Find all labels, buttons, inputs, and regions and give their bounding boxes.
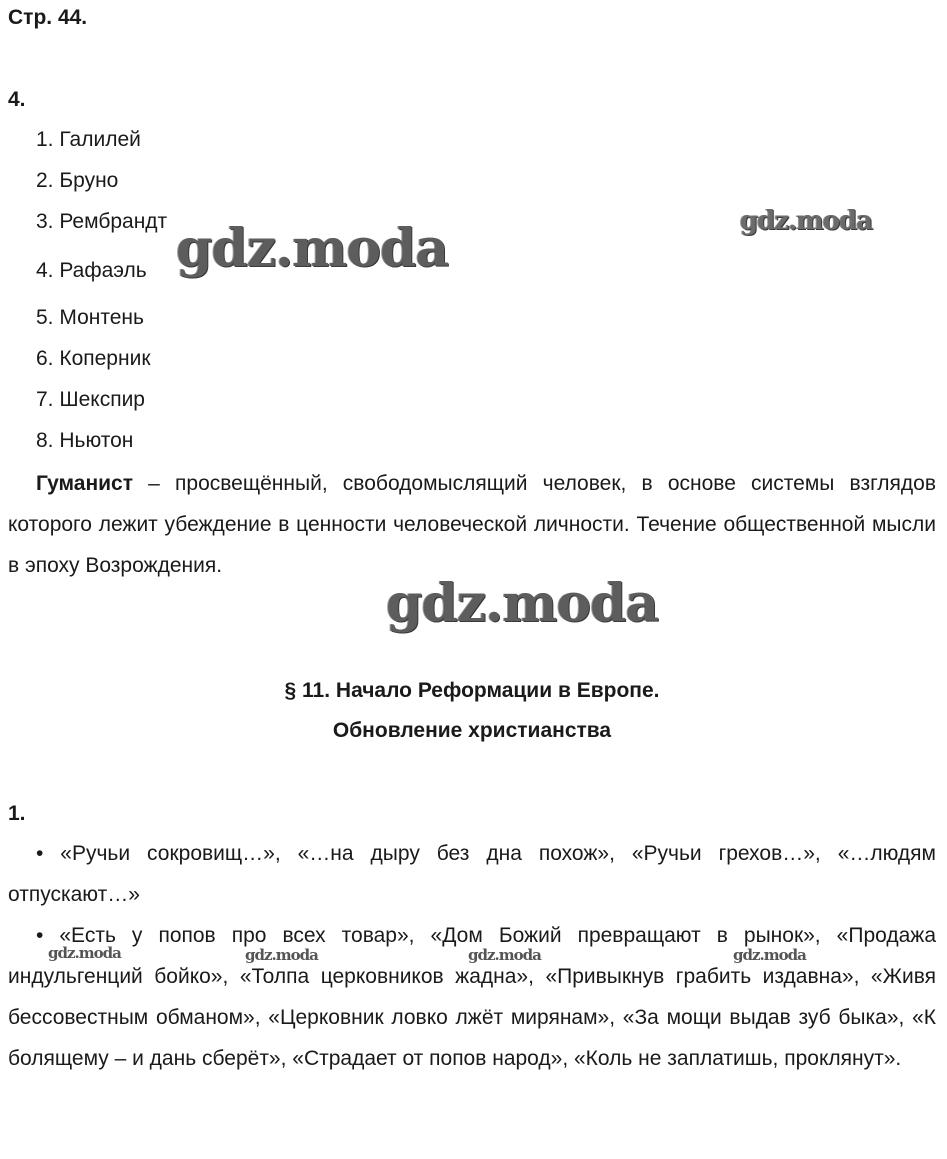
task-number-4: 4. bbox=[8, 88, 26, 111]
task-number-1: 1. bbox=[8, 802, 26, 825]
watermark-logo: gdz.moda bbox=[245, 946, 318, 964]
list-item: 1. Галилей bbox=[36, 128, 141, 151]
list-item: 6. Коперник bbox=[36, 347, 151, 370]
list-item: 8. Ньютон bbox=[36, 429, 134, 452]
list-item: 7. Шекспир bbox=[36, 388, 145, 411]
definition-term: Гуманист bbox=[36, 472, 134, 495]
watermark-logo: gdz.moda bbox=[386, 573, 659, 634]
bullet-paragraph-2 bbox=[8, 915, 936, 1079]
watermark-logo: gdz.moda bbox=[740, 206, 873, 236]
page-reference: Стр. 44. bbox=[8, 6, 88, 29]
watermark-logo: gdz.moda bbox=[176, 218, 449, 279]
list-item: 4. Рафаэль bbox=[36, 259, 147, 282]
bullet-text: • «Есть у попов про всех товар», «Дом Божий превращают в рынок», «Продажа индульгенций бойко», «Толпа церковников жадна», «Привыкнув грабить издавна», «Живя бессовестным обманом», «Церковник ловко лжёт мирянам», «За мощи выдав зуб быка», «К болящему – и дань сберёт», «Страдает от попов народ», «Коль не заплатишь, проклянут». bbox=[8, 924, 936, 1070]
watermark-logo: gdz.moda bbox=[468, 946, 541, 964]
section-title-line1: § 11. Начало Реформации в Европе. bbox=[284, 679, 660, 702]
definition-paragraph bbox=[8, 463, 936, 586]
list-item: 3. Рембрандт bbox=[36, 210, 168, 233]
list-item: 2. Бруно bbox=[36, 169, 119, 192]
watermark-logo: gdz.moda bbox=[733, 946, 806, 964]
watermark-logo: gdz.moda bbox=[48, 944, 121, 962]
definition-text: – просвещённый, свободомыслящий человек, в основе системы взглядов которого лежит убеждение в ценности человеческой личности. Течение общественной мысли в эпоху Возрождения. bbox=[8, 472, 936, 577]
bullet-text: • «Ручьи сокровищ…», «…на дыру без дна похож», «Ручьи грехов…», «…людям отпускают…» bbox=[8, 842, 936, 906]
bullet-paragraph-1 bbox=[8, 833, 936, 915]
section-title-line2: Обновление христианства bbox=[332, 719, 612, 742]
list-item: 5. Монтень bbox=[36, 306, 144, 329]
